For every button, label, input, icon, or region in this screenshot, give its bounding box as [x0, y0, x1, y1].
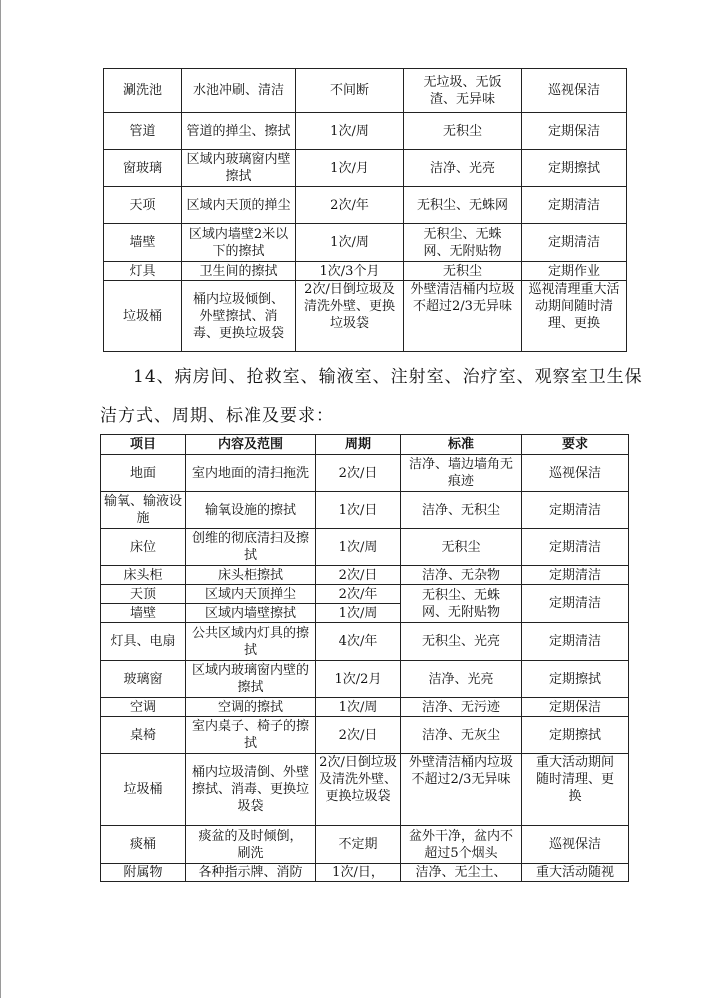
- column-header: 标准: [401, 435, 522, 455]
- table-cell: 创维的彻底清扫及擦拭: [186, 529, 316, 566]
- table-cell: 涮洗池: [104, 69, 182, 113]
- table-cell: 管道的掸尘、擦拭: [182, 113, 296, 150]
- column-header: 要求: [522, 435, 629, 455]
- table-row: [104, 187, 627, 224]
- table-cell: 2次/日: [316, 717, 401, 754]
- table-row: [101, 623, 629, 661]
- table-cell: 洁净、墙边墙角无痕迹: [401, 455, 522, 492]
- table-cell: 1次/周: [316, 698, 401, 717]
- table-cell: 定期保洁: [522, 698, 629, 717]
- table-row: [101, 864, 629, 882]
- table-cell: 区域内墙壁2米以下的擦拭: [182, 224, 296, 262]
- table-cell: 2次/年: [316, 585, 401, 604]
- table-cell: 巡视保洁: [522, 69, 627, 113]
- table-cell: 巡视保洁: [522, 455, 629, 492]
- table-cell: 巡视清理重大活动期间随时清理、更换: [522, 281, 627, 352]
- table-cell: 2次/日: [316, 455, 401, 492]
- table-cell: 输氧设施的擦拭: [186, 492, 316, 529]
- table-cell: 定期清洁: [522, 492, 629, 529]
- table-cell: 室内地面的清扫拖洗: [186, 455, 316, 492]
- table-row: [101, 529, 629, 566]
- table-row: [104, 113, 627, 150]
- table-cell: 定期擦拭: [522, 150, 627, 187]
- table-cell: 灯具: [104, 262, 182, 281]
- table-cell: 痰桶: [101, 826, 186, 864]
- table-cell: 2次/日倒垃圾及清洗外壁、更换垃圾袋: [316, 754, 401, 826]
- table-cell: 定期擦拭: [522, 661, 629, 698]
- table-cell: 1次/月: [296, 150, 404, 187]
- table-cell: 窗玻璃: [104, 150, 182, 187]
- table-cell: 附属物: [101, 864, 186, 882]
- table-cell: 水池冲刷、清洁: [182, 69, 296, 113]
- table-cell: 定期作业: [522, 262, 627, 281]
- ward-cleaning-table: [100, 434, 629, 882]
- table-row: [101, 698, 629, 717]
- table-cell: 不定期: [316, 826, 401, 864]
- table-cell: 定期清洁: [522, 566, 629, 585]
- table-cell: 1次/周: [296, 113, 404, 150]
- table-cell: 无积尘: [404, 113, 522, 150]
- table-cell: 定期擦拭: [522, 717, 629, 754]
- table-cell: 1次/2月: [316, 661, 401, 698]
- table-cell: 公共区域内灯具的擦拭: [186, 623, 316, 661]
- table-cell: 无积尘、光亮: [401, 623, 522, 661]
- table-cell: 洁净、无杂物: [401, 566, 522, 585]
- column-header: 周期: [316, 435, 401, 455]
- table-cell: 定期清洁: [522, 187, 627, 224]
- table-cell: 不间断: [296, 69, 404, 113]
- restroom-cleaning-table: [103, 68, 627, 352]
- table-cell: 墙壁: [104, 224, 182, 262]
- table-cell: 2次/日倒垃圾及清洗外壁、更换垃圾袋: [296, 281, 404, 352]
- table-header-row: [101, 435, 629, 455]
- table-cell: 4次/年: [316, 623, 401, 661]
- table-row: [101, 492, 629, 529]
- table-row: [104, 69, 627, 113]
- table-cell: 桌椅: [101, 717, 186, 754]
- table-cell: 墙壁: [101, 604, 186, 623]
- table-row: [101, 717, 629, 754]
- table-cell: 垃圾桶: [101, 754, 186, 826]
- table-cell: 1次/周: [316, 529, 401, 566]
- table-cell: 无积尘、无蛛网: [404, 187, 522, 224]
- table-cell: 空调的擦拭: [186, 698, 316, 717]
- table-cell: 定期清洁: [522, 224, 627, 262]
- table-row: [104, 281, 627, 352]
- table-cell: 无积尘、无蛛网、无附贴物: [401, 585, 522, 623]
- table-cell: 重大活动期间随时清理、更换: [522, 754, 629, 826]
- column-header: 内容及范围: [186, 435, 316, 455]
- table-cell: 1次/周: [296, 224, 404, 262]
- table-cell: 区域内玻璃窗内壁的擦拭: [186, 661, 316, 698]
- table-cell: 输氧、输液设施: [101, 492, 186, 529]
- table-cell: 空调: [101, 698, 186, 717]
- table-cell: 灯具、电扇: [101, 623, 186, 661]
- table-cell: 区域内天顶掸尘: [186, 585, 316, 604]
- table-cell: 洁净、光亮: [404, 150, 522, 187]
- table-cell: 痰盆的及时倾倒，刷洗: [186, 826, 316, 864]
- table-cell: 2次/日: [316, 566, 401, 585]
- table-cell: 盆外干净，盆内不超过5个烟头: [401, 826, 522, 864]
- table-cell: 无垃圾、无饭渣、无异味: [404, 69, 522, 113]
- table-row: [101, 826, 629, 864]
- table-cell: 洁净、无污迹: [401, 698, 522, 717]
- table-cell: 床头柜擦拭: [186, 566, 316, 585]
- section-14-heading-line1: 14、病房间、抢救室、输液室、注射室、治疗室、观察室卫生保: [133, 367, 643, 387]
- table-cell: 地面: [101, 455, 186, 492]
- page-left-border: [0, 0, 1, 998]
- table-cell: 区域内玻璃窗内壁擦拭: [182, 150, 296, 187]
- table-cell: 玻璃窗: [101, 661, 186, 698]
- table-cell: 各种指示牌、消防: [186, 864, 316, 882]
- table-cell: 1次/周: [316, 604, 401, 623]
- table-cell: 无积尘: [404, 262, 522, 281]
- table-cell: 无积尘: [401, 529, 522, 566]
- table-cell: 桶内垃圾清倒、外壁擦拭、消毒、更换垃圾袋: [186, 754, 316, 826]
- table-cell: 定期清洁: [522, 529, 629, 566]
- table-cell: 卫生间的擦拭: [182, 262, 296, 281]
- table-row: [101, 566, 629, 585]
- table-cell: 洁净、无尘土、: [401, 864, 522, 882]
- table-row: [101, 585, 629, 604]
- table-cell: 洁净、无灰尘: [401, 717, 522, 754]
- table-cell: 区域内墙壁擦拭: [186, 604, 316, 623]
- table-cell: 重大活动随视: [522, 864, 629, 882]
- table-cell: 外壁清洁桶内垃圾不超过2/3无异味: [404, 281, 522, 352]
- table-cell: 区域内天顶的掸尘: [182, 187, 296, 224]
- table-row: [104, 224, 627, 262]
- table-cell: 定期清洁: [522, 585, 629, 623]
- table-cell: 1次/日，: [316, 864, 401, 882]
- table-row: [101, 754, 629, 826]
- table-cell: 室内桌子、椅子的擦拭: [186, 717, 316, 754]
- table-cell: 床位: [101, 529, 186, 566]
- table-row: [104, 150, 627, 187]
- table-cell: 床头柜: [101, 566, 186, 585]
- table-cell: 洁净、光亮: [401, 661, 522, 698]
- table-cell: 1次/3个月: [296, 262, 404, 281]
- table-cell: 巡视保洁: [522, 826, 629, 864]
- table-cell: 垃圾桶: [104, 281, 182, 352]
- table-cell: 无积尘、无蛛网、无附贴物: [404, 224, 522, 262]
- table-cell: 天顶: [101, 585, 186, 604]
- table-cell: 天项: [104, 187, 182, 224]
- table-cell: 外壁清洁桶内垃圾不超过2/3无异味: [401, 754, 522, 826]
- table-cell: 管道: [104, 113, 182, 150]
- table-cell: 定期保洁: [522, 113, 627, 150]
- table-row: [101, 661, 629, 698]
- table-row: [101, 455, 629, 492]
- table-cell: 定期清洁: [522, 623, 629, 661]
- column-header: 项目: [101, 435, 186, 455]
- table-cell: 桶内垃圾倾倒、外壁擦拭、消毒、更换垃圾袋: [182, 281, 296, 352]
- table-cell: 1次/日: [316, 492, 401, 529]
- table-cell: 2次/年: [296, 187, 404, 224]
- table-cell: 洁净、无积尘: [401, 492, 522, 529]
- table-row: [104, 262, 627, 281]
- section-14-heading-line2: 洁方式、周期、标准及要求：: [100, 406, 334, 426]
